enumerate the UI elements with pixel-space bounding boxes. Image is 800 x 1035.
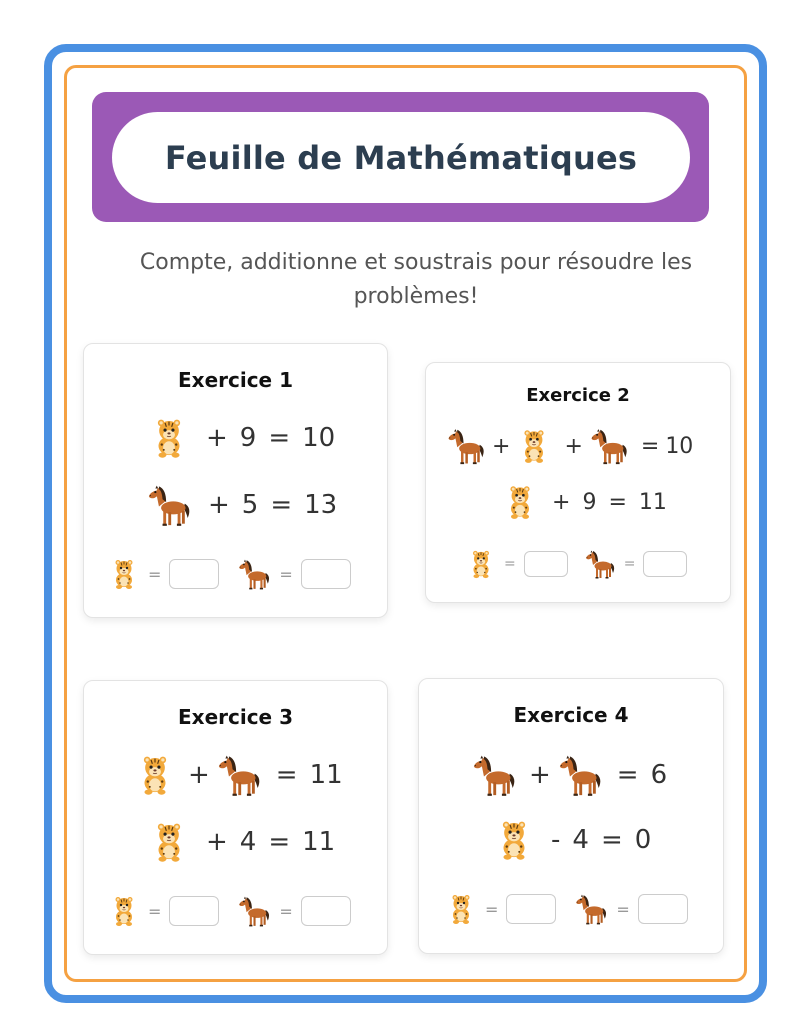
horse-answer-input[interactable] <box>643 551 687 577</box>
answer-row <box>108 556 351 592</box>
exercise-title: Exercice 1 <box>178 368 293 392</box>
exercise-card-3 <box>83 680 388 955</box>
result: 6 <box>650 760 668 790</box>
exercise-card-2 <box>425 362 731 603</box>
tiger-answer-input[interactable] <box>169 559 219 589</box>
horse-icon <box>237 893 271 929</box>
operator: + <box>492 433 511 459</box>
horse-icon <box>216 751 262 799</box>
equals-sign: = <box>616 899 630 919</box>
horse-icon <box>589 425 629 467</box>
operator: + <box>208 490 230 520</box>
equation-2 <box>502 481 673 523</box>
instructions-line-1: Compte, additionne et soustrais pour résoudre les <box>139 250 693 275</box>
result: 10 <box>665 433 694 459</box>
equals-sign: = <box>275 760 298 790</box>
tiger-icon <box>445 891 477 927</box>
equals-sign: = <box>485 899 499 919</box>
tiger-answer-input[interactable] <box>506 894 556 924</box>
operator: + <box>564 433 583 459</box>
tiger-icon <box>108 556 140 592</box>
equals-sign: = <box>600 825 623 855</box>
number: 4 <box>572 825 589 855</box>
exercise-title: Exercice 3 <box>178 705 293 729</box>
equation-1 <box>446 425 699 467</box>
equals-sign: = <box>504 556 516 572</box>
horse-icon <box>446 425 486 467</box>
equation-1 <box>134 751 349 799</box>
tiger-icon <box>502 481 538 523</box>
horse-icon <box>574 891 608 927</box>
exercise-title: Exercice 4 <box>513 703 629 727</box>
answer-row <box>108 893 351 929</box>
equation-2 <box>493 816 657 864</box>
horse-icon <box>471 751 517 799</box>
equals-sign: = <box>148 901 162 921</box>
exercise-title: Exercice 2 <box>526 385 630 406</box>
tiger-icon <box>516 425 552 467</box>
number: 4 <box>239 827 257 857</box>
equals-sign: = <box>270 490 293 520</box>
tiger-answer-input[interactable] <box>524 551 568 577</box>
equation-1 <box>471 751 673 799</box>
equals-sign: = <box>148 564 162 584</box>
equals-sign: = <box>279 564 293 584</box>
tiger-icon <box>148 414 190 462</box>
tiger-icon <box>466 547 496 581</box>
equals-sign: = <box>268 423 291 453</box>
equals-sign: = <box>616 760 639 790</box>
result: 10 <box>302 423 336 453</box>
horse-icon <box>584 547 616 581</box>
tiger-icon <box>134 751 176 799</box>
equation-2 <box>146 481 343 529</box>
operator: + <box>206 827 228 857</box>
page-title: Feuille de Mathématiques <box>164 138 638 177</box>
exercise-card-1 <box>83 343 388 618</box>
horse-answer-input[interactable] <box>638 894 688 924</box>
result: 13 <box>304 490 338 520</box>
equals-sign: = <box>640 433 660 459</box>
instructions <box>100 246 732 314</box>
equation-1 <box>148 414 341 462</box>
operator: + <box>529 760 551 790</box>
exercise-card-4 <box>418 678 724 954</box>
equals-sign: = <box>623 556 636 572</box>
equals-sign: = <box>279 901 293 921</box>
operator: + <box>188 760 210 790</box>
answer-row <box>466 547 687 581</box>
number: 9 <box>239 423 257 453</box>
tiger-icon <box>148 818 190 866</box>
equation-2 <box>148 818 341 866</box>
tiger-icon <box>493 816 535 864</box>
horse-icon <box>237 556 271 592</box>
result: 11 <box>302 827 336 857</box>
number: 9 <box>582 489 597 515</box>
equals-sign: = <box>268 827 291 857</box>
result: 0 <box>634 825 652 855</box>
operator: + <box>206 423 228 453</box>
result: 11 <box>309 760 343 790</box>
operator: - <box>551 825 561 855</box>
answer-row <box>445 891 688 927</box>
tiger-icon <box>108 893 140 929</box>
equals-sign: = <box>608 489 627 515</box>
horse-answer-input[interactable] <box>301 559 351 589</box>
operator: + <box>552 489 571 515</box>
horse-icon <box>557 751 603 799</box>
number: 5 <box>241 490 259 520</box>
horse-icon <box>146 481 192 529</box>
instructions-line-2: problèmes! <box>353 284 479 309</box>
horse-answer-input[interactable] <box>301 896 351 926</box>
title-pill <box>112 112 690 203</box>
result: 11 <box>638 489 667 515</box>
tiger-answer-input[interactable] <box>169 896 219 926</box>
